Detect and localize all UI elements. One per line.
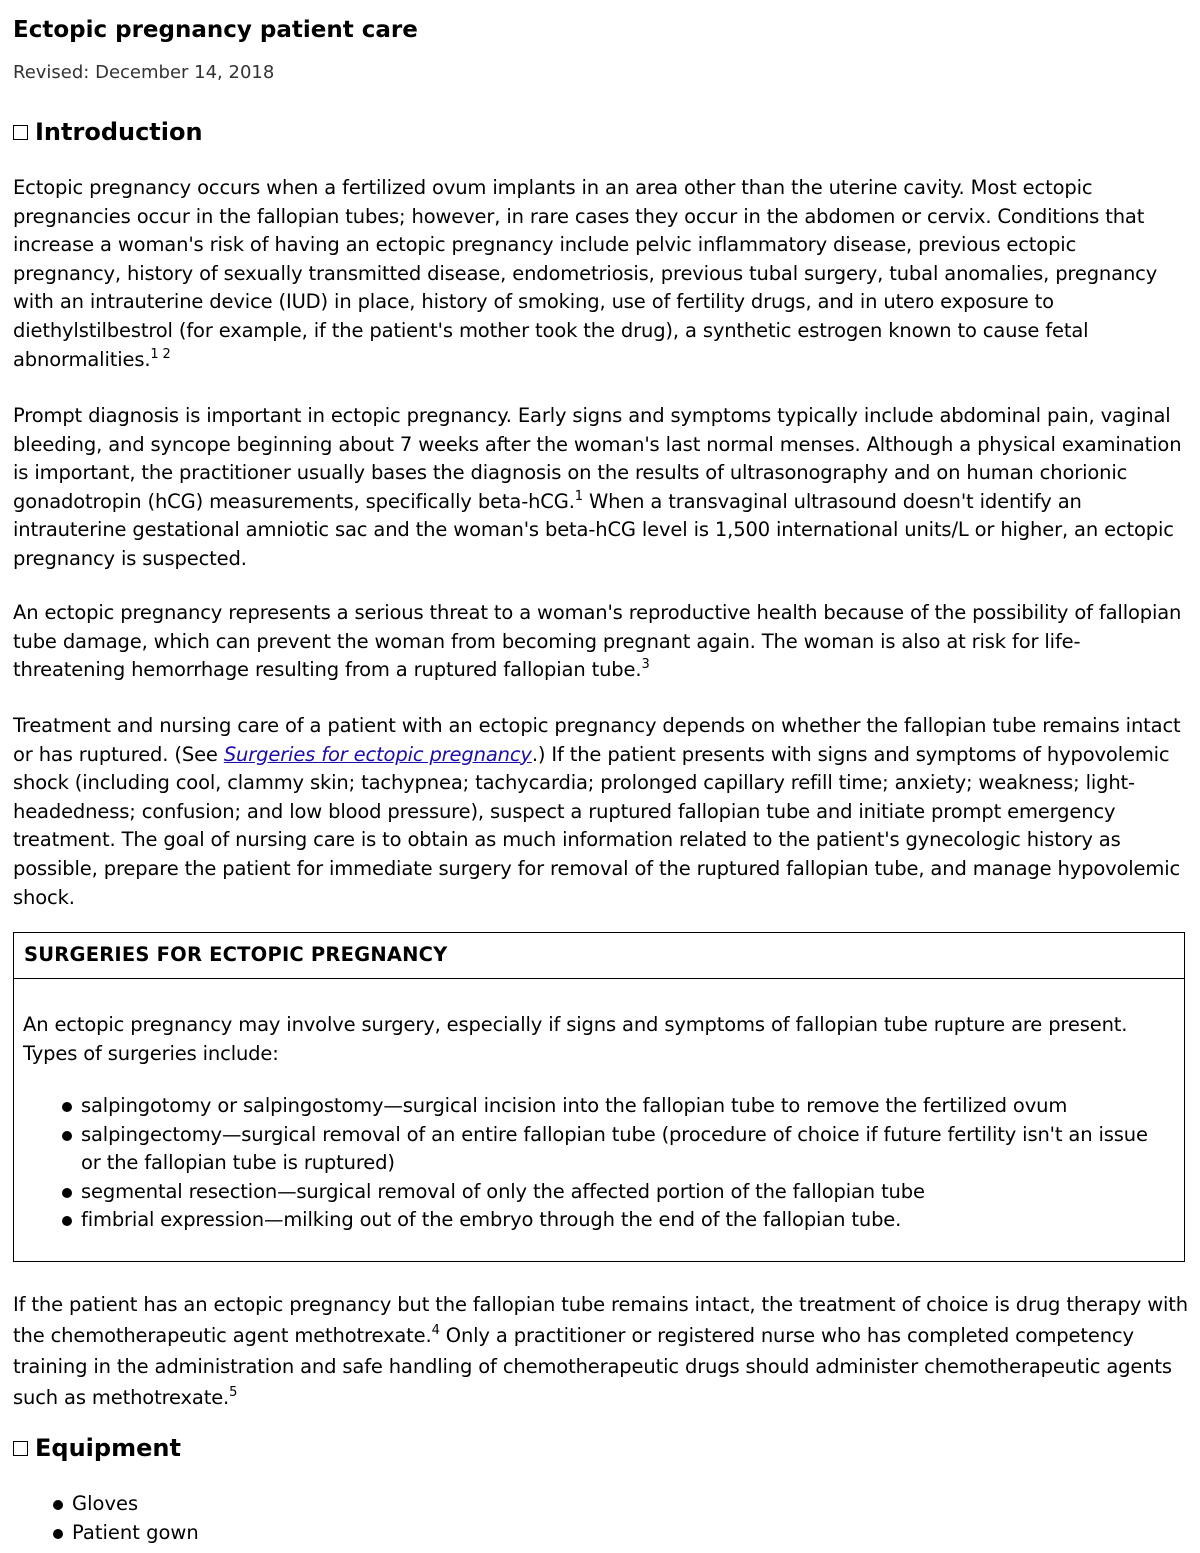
section-heading-label: Introduction [35, 118, 203, 146]
intro-paragraph-1: Ectopic pregnancy occurs when a fertilized ovum implants in an area other than the uterine cavity. Most ectopic pregnancies occur in the fallopian tubes; however, in rare cases they occur in the abdomen or cervix. Conditions that increase a woman's risk of having an ectopic pregnancy include pelvic inflammatory disease, previous ectopic pregnancy, history of sexually transmitted disease, endometriosis, previous tubal surgery, tubal anomalies, pregnancy with an intrauterine device (IUD) in place, history of smoking, use of fertility drugs, and in utero exposure to diethylstilbestrol (for example, if the patient's mother took the drug), a synthetic estrogen known to cause fetal abnormalities.$^{1 2}$ [13, 176, 1158, 371]
bullet-icon [62, 1131, 72, 1141]
surgeries-box [13, 932, 1185, 1262]
surgeries-box-link[interactable]: Surgeries for ectopic pregnancy [223, 742, 532, 766]
section-heading-label: Equipment [35, 1434, 181, 1462]
reference-superscript[interactable]: 1 2 [150, 346, 171, 362]
section-heading-introduction[interactable] [13, 118, 203, 146]
surgeries-box-title: SURGERIES FOR ECTOPIC PREGNANCY [14, 933, 1184, 979]
intro-paragraph-3: An ectopic pregnancy represents a serious threat to a woman's reproductive health because of the possibility of fallopian tube damage, which can prevent the woman from becoming pregnant again. The woman is also at risk for life-threatening hemorrhage resulting from a ruptured fallopian tube.$^3$ [13, 601, 1182, 682]
list-item: Gloves [72, 1490, 199, 1519]
bullet-icon [62, 1188, 72, 1198]
bullet-icon [62, 1102, 72, 1112]
list-item: Patient gown [72, 1519, 199, 1548]
bullet-icon [62, 1216, 72, 1226]
page-title: Ectopic pregnancy patient care [13, 17, 418, 43]
section-heading-equipment[interactable] [13, 1434, 181, 1462]
reference-superscript[interactable]: 4 [431, 1323, 440, 1339]
collapse-toggle-icon[interactable] [13, 125, 28, 140]
collapse-toggle-icon[interactable] [13, 1441, 28, 1456]
list-item: salpingectomy—surgical removal of an entire fallopian tube (procedure of choice if future fertility isn't an issue or the fallopian tube is ruptured) [81, 1121, 1171, 1178]
list-item: fimbrial expression—milking out of the embryo through the end of the fallopian tube. [81, 1206, 1171, 1235]
reference-superscript[interactable]: 5 [229, 1385, 238, 1401]
list-item: segmental resection—surgical removal of only the affected portion of the fallopian tube [81, 1178, 1171, 1207]
reference-superscript[interactable]: 1 [574, 488, 583, 504]
equipment-list [72, 1490, 199, 1547]
bullet-icon [53, 1500, 63, 1510]
list-item: salpingotomy or salpingostomy—surgical incision into the fallopian tube to remove the fertilized ovum [81, 1092, 1171, 1121]
bullet-icon [53, 1529, 63, 1539]
surgeries-box-intro: An ectopic pregnancy may involve surgery, especially if signs and symptoms of fallopian tube rupture are present. Types of surgeries include: [23, 1013, 1128, 1065]
surgeries-list [81, 1092, 1171, 1235]
treatment-paragraph: If the patient has an ectopic pregnancy but the fallopian tube remains intact, the treatment of choice is drug therapy with the chemotherapeutic agent methotrexate.$^4$ Only a practitioner or registered nurse who has completed competency training in the administration and safe handling of chemotherapeutic drugs should administer chemotherapeutic agents such as methotrexate.$^5$ [13, 1293, 1188, 1409]
revised-date: Revised: December 14, 2018 [13, 62, 275, 83]
reference-superscript[interactable]: 3 [641, 657, 650, 673]
intro-paragraph-4: Treatment and nursing care of a patient with an ectopic pregnancy depends on whether the fallopian tube remains intact or has ruptured. (See Surgeries for ectopic pregnancy.) If the patient presents with signs and symptoms of hypovolemic shock (including cool, clammy skin; tachypnea; tachycardia; prolonged capillary refill time; anxiety; weakness; light-headedness; confusion; and low blood pressure), suspect a ruptured fallopian tube and initiate prompt emergency treatment. The goal of nursing care is to obtain as much information related to the patient's gynecologic history as possible, prepare the patient for immediate surgery for removal of the ruptured fallopian tube, and manage hypovolemic shock. [13, 714, 1181, 909]
intro-paragraph-2: Prompt diagnosis is important in ectopic pregnancy. Early signs and symptoms typically include abdominal pain, vaginal bleeding, and syncope beginning about 7 weeks after the woman's last normal menses. Although a physical examination is important, the practitioner usually bases the diagnosis on the results of ultrasonography and on human chorionic gonadotropin (hCG) measurements, specifically beta-hCG.$^1$ When a transvaginal ultrasound doesn't identify an intrauterine gestational amniotic sac and the woman's beta-hCG level is 1,500 international units/L or higher, an ectopic pregnancy is suspected. [13, 404, 1182, 570]
